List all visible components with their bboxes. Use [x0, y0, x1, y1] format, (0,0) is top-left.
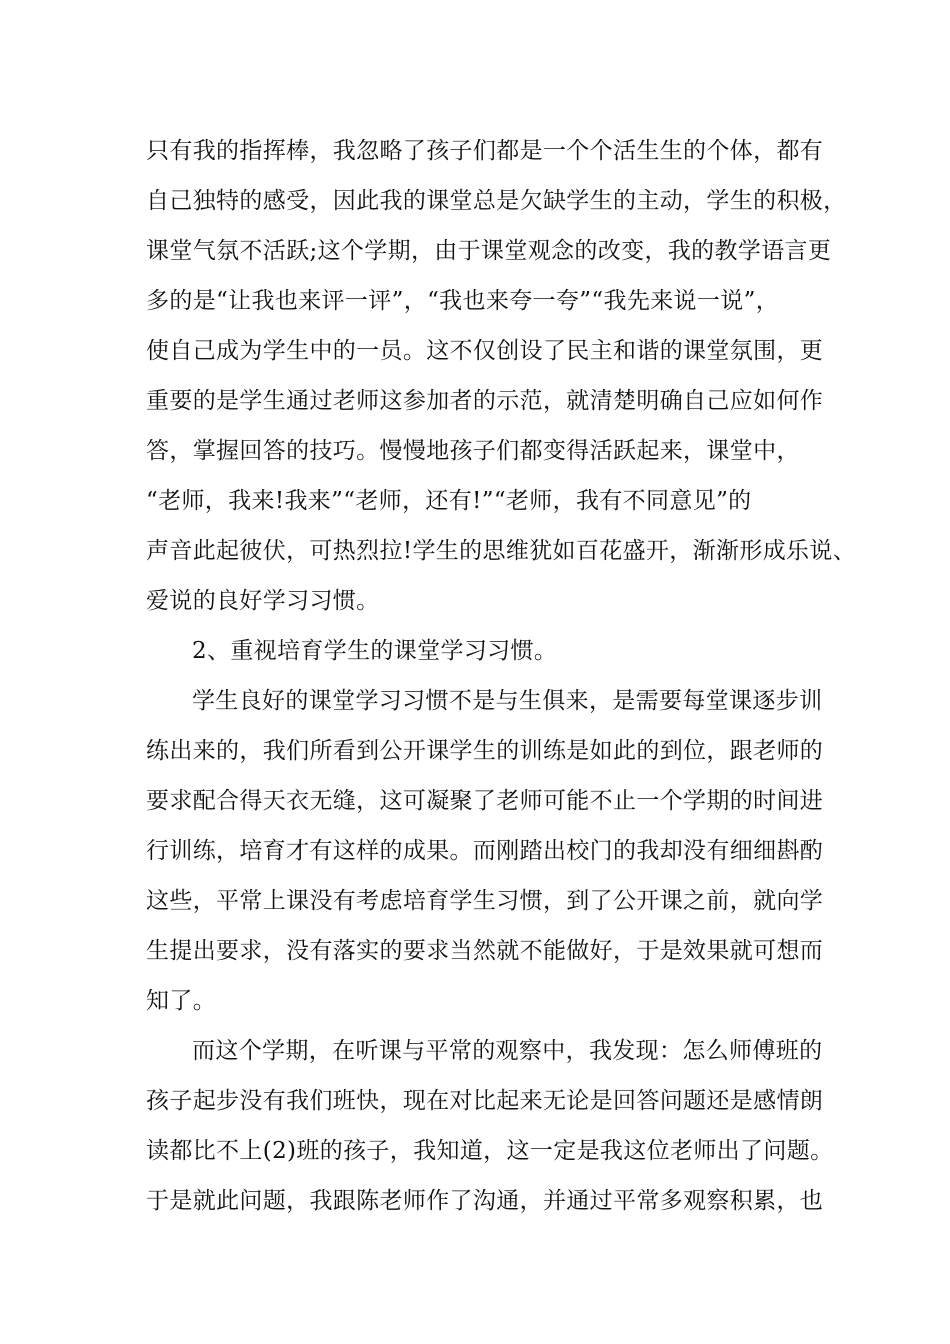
text-line: 学生良好的课堂学习习惯不是与生俱来，是需要每堂课逐步训 — [192, 688, 823, 714]
text-line: 课堂气氛不活跃;这个学期，由于课堂观念的改变，我的教学语言更 — [146, 238, 832, 264]
text-line: 只有我的指挥棒，我忽略了孩子们都是一个个活生生的个体，都有 — [146, 138, 824, 164]
text-line: “老师，我来!我来”“老师，还有!”“老师，我有不同意见”的 — [146, 488, 752, 514]
text-line: 而这个学期，在听课与平常的观察中，我发现：怎么师傅班的 — [192, 1038, 823, 1064]
text-line: 自己独特的感受，因此我的课堂总是欠缺学生的主动，学生的积极， — [146, 188, 847, 214]
text-line: 练出来的，我们所看到公开课学生的训练是如此的到位，跟老师的 — [146, 738, 824, 764]
text-line: 答，掌握回答的技巧。慢慢地孩子们都变得活跃起来，课堂中， — [146, 438, 800, 464]
text-line: 爱说的良好学习习惯。 — [146, 588, 380, 614]
text-line: 知了。 — [146, 988, 217, 1014]
text-line: 声音此起彼伏，可热烈拉!学生的思维犹如百花盛开，渐渐形成乐说、 — [146, 538, 857, 564]
text-line: 行训练，培育才有这样的成果。而刚踏出校门的我却没有细细斟酌 — [146, 838, 824, 864]
text-line: 多的是“让我也来评一评”，“我也来夸一夸”“我先来说一说”， — [146, 288, 780, 314]
text-line: 使自己成为学生中的一员。这不仅创设了民主和谐的课堂氛围，更 — [146, 338, 824, 364]
text-line: 孩子起步没有我们班快，现在对比起来无论是回答问题还是感情朗 — [146, 1088, 824, 1114]
section-heading: 2、重视培育学生的课堂学习习惯。 — [192, 638, 558, 664]
text-line: 于是就此问题，我跟陈老师作了沟通，并通过平常多观察积累，也 — [146, 1188, 824, 1214]
text-line: 读都比不上(2)班的孩子，我知道，这一定是我这位老师出了问题。 — [146, 1138, 834, 1164]
text-line: 生提出要求，没有落实的要求当然就不能做好，于是效果就可想而 — [146, 938, 824, 964]
text-line: 这些，平常上课没有考虑培育学生习惯，到了公开课之前，就向学 — [146, 888, 824, 914]
text-line: 要求配合得天衣无缝，这可凝聚了老师可能不止一个学期的时间进 — [146, 788, 824, 814]
text-line: 重要的是学生通过老师这参加者的示范，就清楚明确自己应如何作 — [146, 388, 824, 414]
